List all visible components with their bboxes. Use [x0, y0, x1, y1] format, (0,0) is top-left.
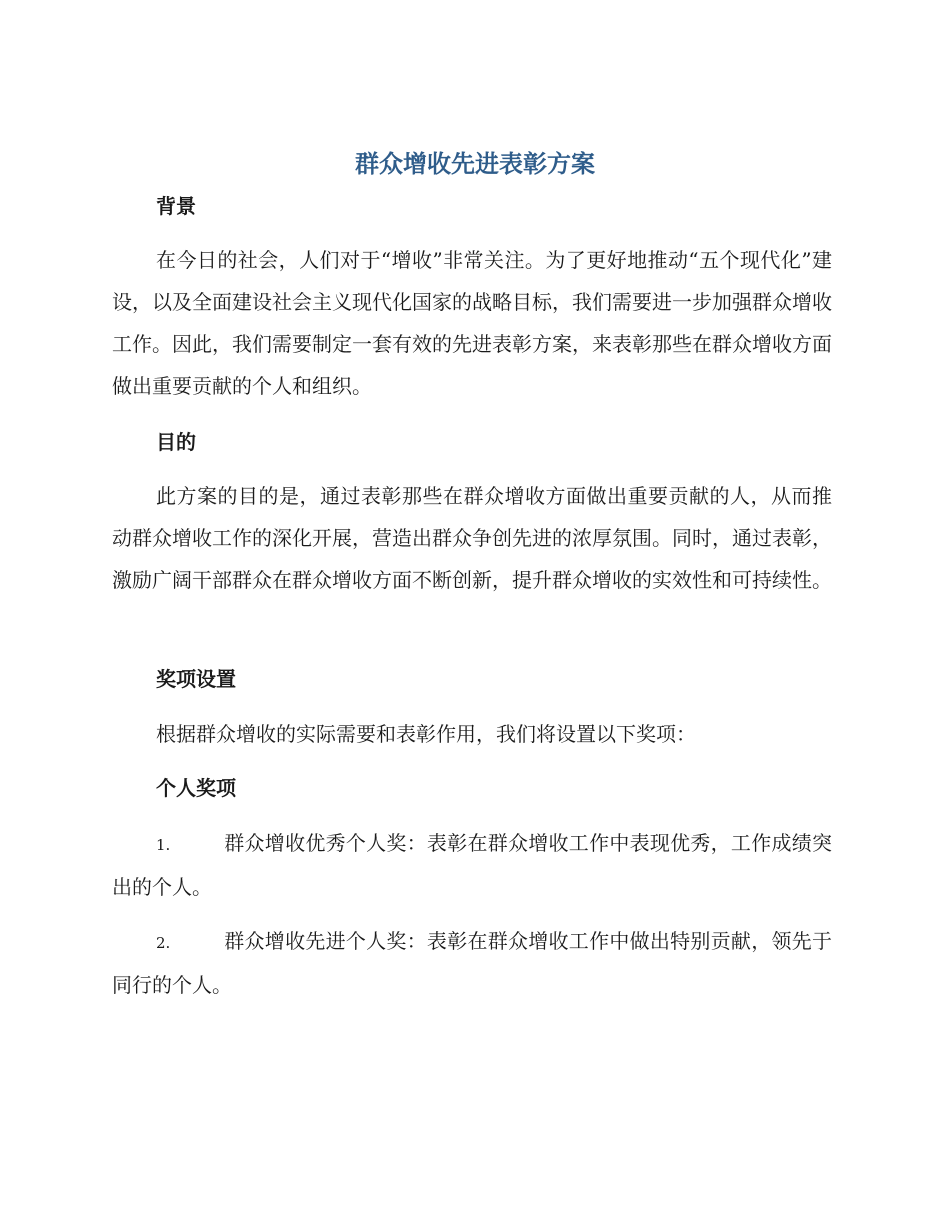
list-item [112, 822, 832, 908]
list-number: 1. [156, 836, 171, 854]
list-item-text: 群众增收优秀个人奖：表彰在群众增收工作中表现优秀，工作成绩突出的个人。 [112, 831, 832, 899]
section-heading-awards: 奖项设置 [156, 667, 236, 691]
background-paragraph: 在今日的社会，人们对于“增收”非常关注。为了更好地推动“五个现代化”建设，以及全面建设社会主义现代化国家的战略目标，我们需要进一步加强群众增收工作。因此，我们需要制定一套有效的先进表彰方案，来表彰那些在群众增收方面做出重要贡献的个人和组织。 [112, 248, 832, 398]
section-heading-individual-awards: 个人奖项 [156, 776, 236, 800]
list-item-text: 群众增收先进个人奖：表彰在群众增收工作中做出特别贡献，领先于同行的个人。 [112, 929, 832, 997]
awards-intro-paragraph: 根据群众增收的实际需要和表彰作用，我们将设置以下奖项： [156, 722, 696, 746]
section-heading-purpose: 目的 [156, 430, 196, 454]
list-number: 2. [156, 934, 171, 952]
list-item [112, 920, 832, 1006]
section-heading-background: 背景 [156, 194, 196, 218]
purpose-paragraph: 此方案的目的是，通过表彰那些在群众增收方面做出重要贡献的人，从而推动群众增收工作的深化开展，营造出群众争创先进的浓厚氛围。同时，通过表彰，激励广阔干部群众在群众增收方面不断创新，提升群众增收的实效性和可持续性。 [112, 484, 832, 592]
document-title: 群众增收先进表彰方案 [355, 150, 595, 178]
